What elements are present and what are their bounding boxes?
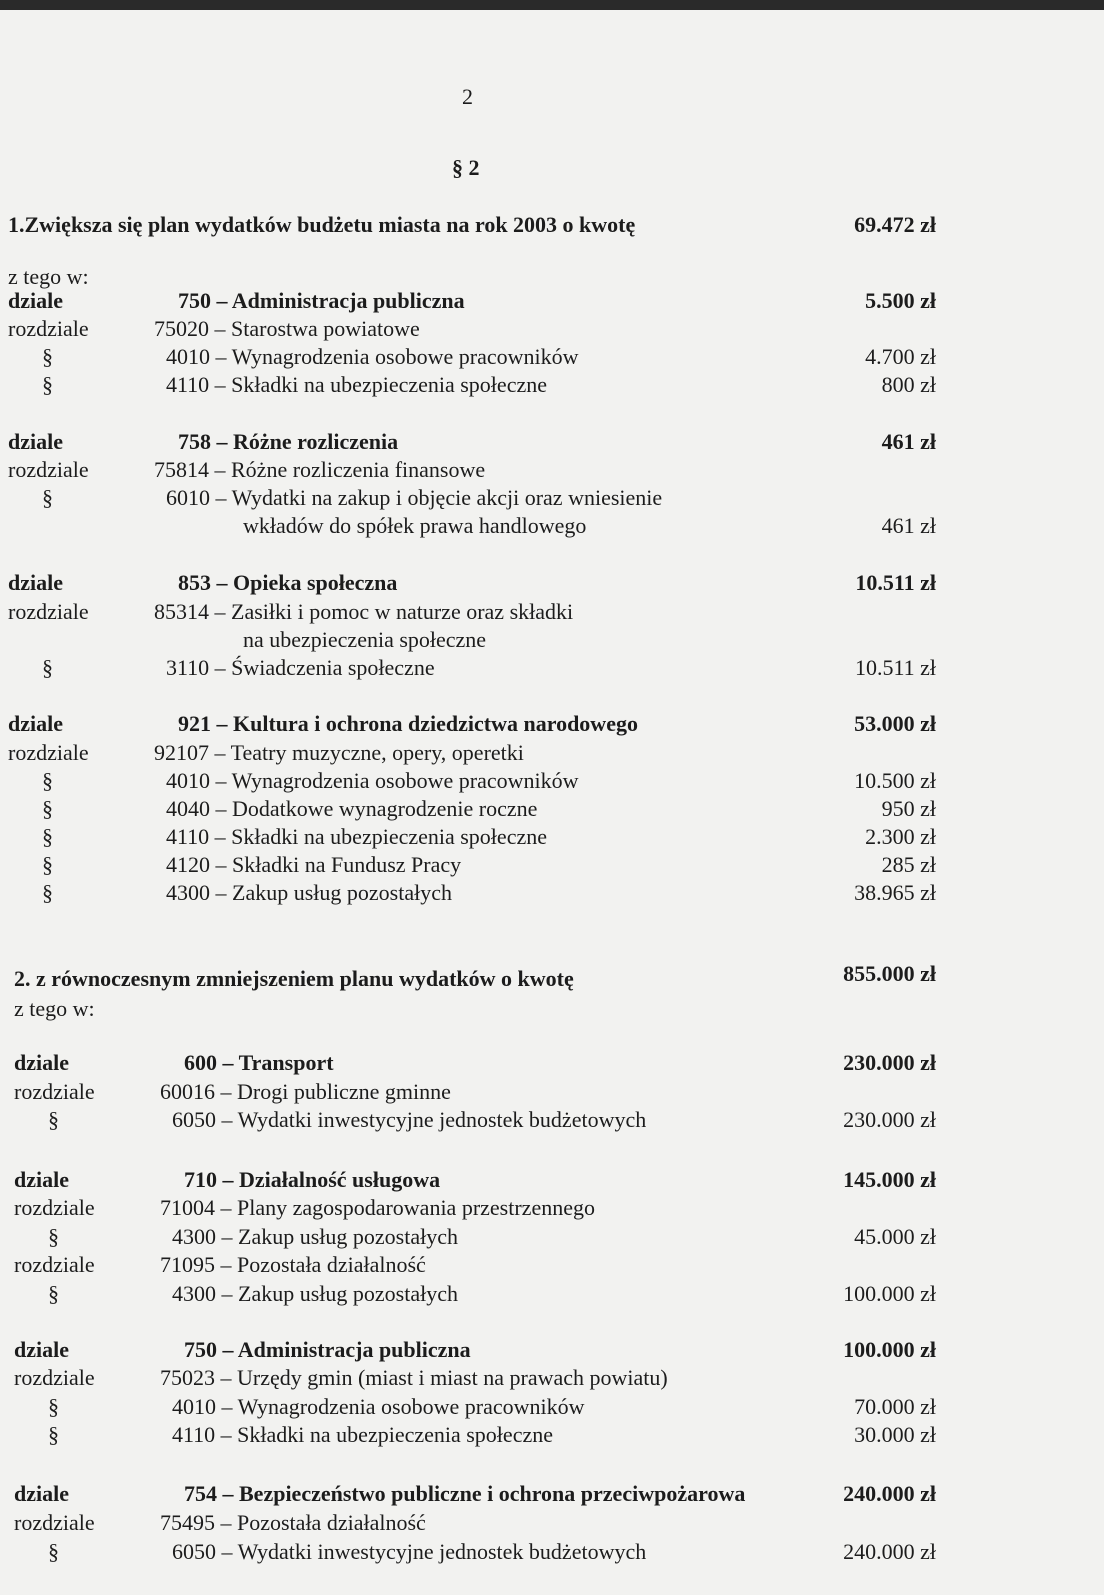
budget-row <box>0 796 1104 825</box>
budget-row <box>0 513 1104 542</box>
budget-row <box>0 627 1104 656</box>
row-text: 75020 – Starostwa powiatowe <box>154 316 420 341</box>
row-amount: 240.000 zł <box>843 1539 936 1564</box>
row-amount: 5.500 zł <box>865 288 936 313</box>
budget-row <box>0 1422 1104 1451</box>
row-text: 853 – Opieka społeczna <box>178 570 398 595</box>
paragraph-symbol: § <box>48 1539 59 1564</box>
row-text: 75814 – Różne rozliczenia finansowe <box>154 457 486 482</box>
row-label: dziale <box>8 288 63 313</box>
row-text: 75023 – Urzędy gmin (miast i miast na prawach powiatu) <box>160 1365 668 1390</box>
row-text: 710 – Działalność usługowa <box>184 1167 441 1192</box>
budget-row <box>0 1252 1104 1281</box>
budget-row <box>0 316 1104 345</box>
budget-row <box>0 570 1104 599</box>
row-amount: 10.511 zł <box>854 655 936 680</box>
budget-row <box>0 1079 1104 1108</box>
row-label: dziale <box>14 1167 69 1192</box>
row-text: 4300 – Zakup usług pozostałych <box>172 1224 458 1249</box>
row-text: 75495 – Pozostała działalność <box>160 1510 426 1535</box>
section1-subtitle: z tego w: <box>8 264 89 289</box>
row-label: rozdziale <box>14 1252 95 1277</box>
row-amount: 45.000 zł <box>854 1224 936 1249</box>
paragraph-symbol: § <box>42 344 53 369</box>
row-label: dziale <box>8 429 63 454</box>
row-text: 4300 – Zakup usług pozostałych <box>172 1281 458 1306</box>
row-text: 3110 – Świadczenia społeczne <box>166 655 435 680</box>
budget-row <box>0 1167 1104 1196</box>
budget-row <box>0 1337 1104 1366</box>
budget-row <box>0 599 1104 628</box>
row-amount: 100.000 zł <box>843 1281 936 1306</box>
budget-row <box>0 655 1104 684</box>
budget-row <box>0 1481 1104 1510</box>
budget-row <box>0 768 1104 797</box>
row-label: dziale <box>14 1337 69 1362</box>
section2-subtitle: z tego w: <box>14 996 95 1021</box>
row-label: rozdziale <box>14 1195 95 1220</box>
row-text: 4040 – Dodatkowe wynagrodzenie roczne <box>166 796 538 821</box>
row-amount: 53.000 zł <box>854 711 936 736</box>
row-text: 4110 – Składki na ubezpieczenia społeczne <box>172 1422 553 1447</box>
budget-row <box>0 1394 1104 1423</box>
paragraph-symbol: § <box>42 796 53 821</box>
row-amount: 230.000 zł <box>843 1107 936 1132</box>
section1-amount: 69.472 zł <box>854 212 936 237</box>
row-text: na ubezpieczenia społeczne <box>243 627 487 652</box>
row-amount: 285 zł <box>881 852 936 877</box>
budget-row <box>0 288 1104 317</box>
paragraph-symbol: § <box>42 655 53 680</box>
row-amount: 800 zł <box>881 372 936 397</box>
row-text: 4010 – Wynagrodzenia osobowe pracowników <box>166 344 579 369</box>
budget-row <box>0 485 1104 514</box>
budget-row <box>0 1224 1104 1253</box>
budget-row <box>0 1195 1104 1224</box>
row-text: 758 – Różne rozliczenia <box>178 429 399 454</box>
budget-row <box>0 1107 1104 1136</box>
row-amount: 10.511 zł <box>855 570 936 595</box>
row-text: 750 – Administracja publiczna <box>178 288 465 313</box>
row-amount: 70.000 zł <box>854 1394 936 1419</box>
row-text: 4110 – Składki na ubezpieczenia społeczne <box>166 824 547 849</box>
row-amount: 4.700 zł <box>865 344 936 369</box>
paragraph-symbol: § <box>42 485 53 510</box>
row-amount: 461 zł <box>881 513 936 538</box>
paragraph-symbol: § <box>42 824 53 849</box>
page-number: 2 <box>462 84 473 109</box>
row-text: 4120 – Składki na Fundusz Pracy <box>166 852 462 877</box>
budget-row <box>0 824 1104 853</box>
paragraph-symbol: § <box>48 1394 59 1419</box>
budget-row <box>0 711 1104 740</box>
row-text: 6050 – Wydatki inwestycyjne jednostek budżetowych <box>172 1539 647 1564</box>
row-text: 750 – Administracja publiczna <box>184 1337 471 1362</box>
budget-row <box>0 1050 1104 1079</box>
budget-row <box>0 1510 1104 1539</box>
row-text: 921 – Kultura i ochrona dziedzictwa narodowego <box>178 711 638 736</box>
row-text: 4010 – Wynagrodzenia osobowe pracowników <box>166 768 579 793</box>
row-text: 71004 – Plany zagospodarowania przestrzennego <box>160 1195 595 1220</box>
row-label: rozdziale <box>8 740 89 765</box>
budget-row <box>0 880 1104 909</box>
row-text: 60016 – Drogi publiczne gminne <box>160 1079 451 1104</box>
row-amount: 38.965 zł <box>854 880 936 905</box>
budget-row <box>0 740 1104 769</box>
row-text: 6050 – Wydatki inwestycyjne jednostek budżetowych <box>172 1107 647 1132</box>
row-text: 4300 – Zakup usług pozostałych <box>166 880 452 905</box>
row-amount: 461 zł <box>881 429 936 454</box>
budget-row <box>0 429 1104 458</box>
scan-top-edge <box>0 0 1104 10</box>
row-text: 85314 – Zasiłki i pomoc w naturze oraz składki <box>154 599 574 624</box>
row-amount: 100.000 zł <box>843 1337 936 1362</box>
paragraph-symbol: § <box>42 852 53 877</box>
row-label: dziale <box>14 1050 69 1075</box>
row-text: 600 – Transport <box>184 1050 334 1075</box>
row-label: rozdziale <box>14 1510 95 1535</box>
budget-row <box>0 1281 1104 1310</box>
paragraph-symbol: § <box>42 880 53 905</box>
budget-row <box>0 1365 1104 1394</box>
row-text: wkładów do spółek prawa handlowego <box>243 513 587 538</box>
paragraph-symbol: § <box>48 1107 59 1132</box>
row-text: 754 – Bezpieczeństwo publiczne i ochrona przeciwpożarowa <box>184 1481 746 1506</box>
row-label: rozdziale <box>8 457 89 482</box>
row-label: dziale <box>8 570 63 595</box>
budget-row <box>0 344 1104 373</box>
row-amount: 230.000 zł <box>843 1050 936 1075</box>
row-amount: 2.300 zł <box>865 824 936 849</box>
row-text: 4110 – Składki na ubezpieczenia społeczne <box>166 372 547 397</box>
budget-row <box>0 1539 1104 1568</box>
section2-title: 2. z równoczesnym zmniejszeniem planu wydatków o kwotę <box>14 966 574 991</box>
row-amount: 30.000 zł <box>854 1422 936 1447</box>
row-label: rozdziale <box>14 1079 95 1104</box>
row-label: dziale <box>8 711 63 736</box>
budget-row <box>0 372 1104 401</box>
row-text: 6010 – Wydatki na zakup i objęcie akcji oraz wniesienie <box>166 485 663 510</box>
section2-amount: 855.000 zł <box>843 961 936 986</box>
budget-row <box>0 457 1104 486</box>
paragraph-symbol: § <box>42 372 53 397</box>
row-label: dziale <box>14 1481 69 1506</box>
row-text: 4010 – Wynagrodzenia osobowe pracowników <box>172 1394 585 1419</box>
paragraph-symbol: § <box>48 1224 59 1249</box>
row-text: 71095 – Pozostała działalność <box>160 1252 426 1277</box>
row-amount: 950 zł <box>881 796 936 821</box>
paragraph-symbol: § <box>48 1281 59 1306</box>
row-text: 92107 – Teatry muzyczne, opery, operetki <box>154 740 524 765</box>
paragraph-symbol: § <box>42 768 53 793</box>
budget-row <box>0 852 1104 881</box>
paragraph-heading: § 2 <box>452 155 480 180</box>
row-amount: 10.500 zł <box>854 768 936 793</box>
row-label: rozdziale <box>8 316 89 341</box>
paragraph-symbol: § <box>48 1422 59 1447</box>
row-amount: 145.000 zł <box>843 1167 936 1192</box>
row-label: rozdziale <box>14 1365 95 1390</box>
row-amount: 240.000 zł <box>843 1481 936 1506</box>
row-label: rozdziale <box>8 599 89 624</box>
section1-title: 1.Zwiększa się plan wydatków budżetu miasta na rok 2003 o kwotę <box>8 212 636 237</box>
